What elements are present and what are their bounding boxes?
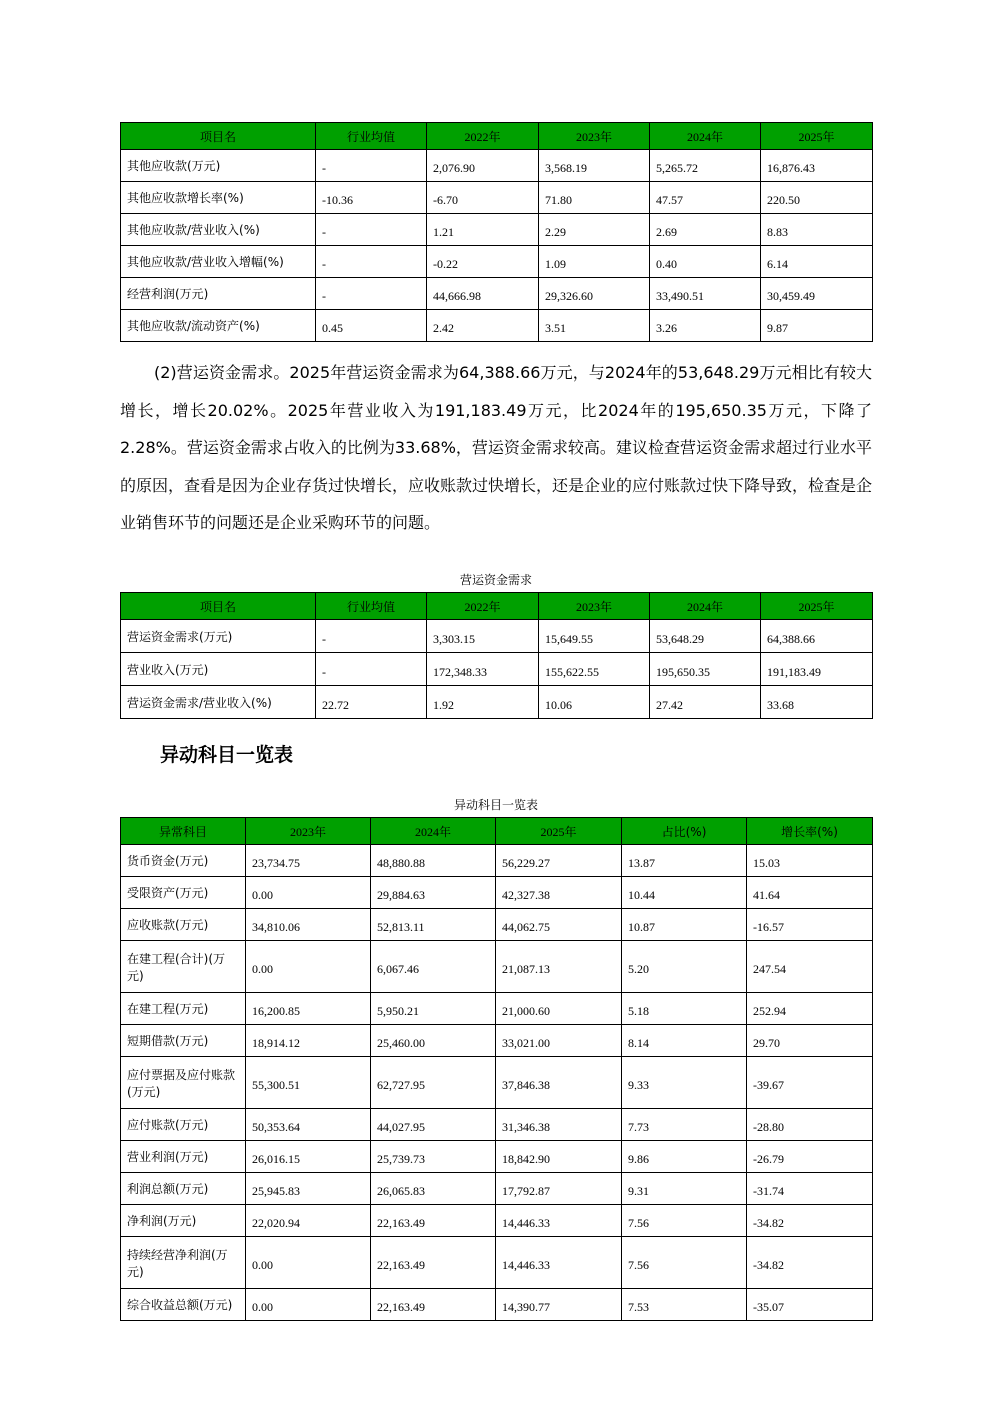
row-label: 营业利润(万元) bbox=[121, 1141, 246, 1173]
table-cell: 155,622.55 bbox=[539, 653, 650, 686]
table-cell: 195,650.35 bbox=[650, 653, 761, 686]
table-cell: 191,183.49 bbox=[761, 653, 873, 686]
table-header bbox=[121, 818, 873, 845]
table-cell: 17,792.87 bbox=[496, 1173, 622, 1205]
table-cell: 52,813.11 bbox=[371, 909, 496, 941]
table-cell: 37,846.38 bbox=[496, 1057, 622, 1109]
table-cell: - bbox=[316, 214, 427, 246]
header-cell: 2023年 bbox=[539, 593, 650, 620]
table-cell: 7.56 bbox=[622, 1205, 747, 1237]
header-cell: 项目名 bbox=[121, 123, 316, 150]
table-cell: 29,884.63 bbox=[371, 877, 496, 909]
table-cell: 26,016.15 bbox=[246, 1141, 371, 1173]
table-cell: 15,649.55 bbox=[539, 620, 650, 653]
header-cell: 2025年 bbox=[761, 123, 873, 150]
table-cell: -39.67 bbox=[747, 1057, 873, 1109]
abnormal-items-table bbox=[120, 817, 873, 1321]
table-cell: 53,648.29 bbox=[650, 620, 761, 653]
table-row bbox=[121, 1141, 873, 1173]
table-cell: 29.70 bbox=[747, 1025, 873, 1057]
header-cell: 增长率(%) bbox=[747, 818, 873, 845]
table-cell: 22,163.49 bbox=[371, 1237, 496, 1289]
row-label: 受限资产(万元) bbox=[121, 877, 246, 909]
table-cell: 2.69 bbox=[650, 214, 761, 246]
table-cell: 0.00 bbox=[246, 941, 371, 993]
row-label: 应收账款(万元) bbox=[121, 909, 246, 941]
table-cell: 25,945.83 bbox=[246, 1173, 371, 1205]
table-cell: 9.33 bbox=[622, 1057, 747, 1109]
table-cell: 23,734.75 bbox=[246, 845, 371, 877]
header-cell: 行业均值 bbox=[316, 593, 427, 620]
table-cell: -35.07 bbox=[747, 1289, 873, 1321]
header-cell: 异常科目 bbox=[121, 818, 246, 845]
table-cell: 22,020.94 bbox=[246, 1205, 371, 1237]
row-label: 其他应收款/营业收入(%) bbox=[121, 214, 316, 246]
table-row bbox=[121, 909, 873, 941]
table-cell: 15.03 bbox=[747, 845, 873, 877]
header-cell: 项目名 bbox=[121, 593, 316, 620]
table-cell: 22,163.49 bbox=[371, 1289, 496, 1321]
table-header bbox=[121, 593, 873, 620]
row-label: 综合收益总额(万元) bbox=[121, 1289, 246, 1321]
header-cell: 2025年 bbox=[496, 818, 622, 845]
table-cell: 18,914.12 bbox=[246, 1025, 371, 1057]
row-label: 短期借款(万元) bbox=[121, 1025, 246, 1057]
table-cell: -31.74 bbox=[747, 1173, 873, 1205]
header-cell: 2022年 bbox=[427, 123, 539, 150]
table-cell: 0.40 bbox=[650, 246, 761, 278]
table-cell: 2.29 bbox=[539, 214, 650, 246]
table-cell: 5.20 bbox=[622, 941, 747, 993]
table-cell: 252.94 bbox=[747, 993, 873, 1025]
table-cell: 26,065.83 bbox=[371, 1173, 496, 1205]
table-cell: 247.54 bbox=[747, 941, 873, 993]
header-cell: 2025年 bbox=[761, 593, 873, 620]
table-cell: 62,727.95 bbox=[371, 1057, 496, 1109]
row-label: 其他应收款/营业收入增幅(%) bbox=[121, 246, 316, 278]
table-cell: 44,027.95 bbox=[371, 1109, 496, 1141]
table-cell: 44,666.98 bbox=[427, 278, 539, 310]
table-cell: -10.36 bbox=[316, 182, 427, 214]
table-cell: 41.64 bbox=[747, 877, 873, 909]
row-label: 应付账款(万元) bbox=[121, 1109, 246, 1141]
table-cell: 7.53 bbox=[622, 1289, 747, 1321]
table-cell: 25,739.73 bbox=[371, 1141, 496, 1173]
table-row bbox=[121, 1289, 873, 1321]
table-cell: 33,490.51 bbox=[650, 278, 761, 310]
table-caption: 异动科目一览表 bbox=[453, 798, 538, 812]
table-caption: 营运资金需求 bbox=[459, 573, 532, 587]
table-cell: 5,265.72 bbox=[650, 150, 761, 182]
table-cell: 0.00 bbox=[246, 1237, 371, 1289]
table-cell: 10.44 bbox=[622, 877, 747, 909]
table-cell: 16,200.85 bbox=[246, 993, 371, 1025]
row-label: 营运资金需求(万元) bbox=[121, 620, 316, 653]
table-cell: 1.21 bbox=[427, 214, 539, 246]
working-capital-table bbox=[120, 592, 873, 719]
table-cell: 33.68 bbox=[761, 686, 873, 719]
table-cell: 13.87 bbox=[622, 845, 747, 877]
table-cell: 7.73 bbox=[622, 1109, 747, 1141]
table-cell: - bbox=[316, 246, 427, 278]
table-cell: 0.00 bbox=[246, 877, 371, 909]
row-label: 其他应收款/流动资产(%) bbox=[121, 310, 316, 342]
table-cell: 0.00 bbox=[246, 1289, 371, 1321]
table-row bbox=[121, 182, 873, 214]
section-heading: 异动科目一览表 bbox=[160, 744, 294, 766]
row-label: 持续经营净利润(万元) bbox=[121, 1237, 246, 1289]
table-cell: - bbox=[316, 150, 427, 182]
table-cell: 64,388.66 bbox=[761, 620, 873, 653]
table-row bbox=[121, 653, 873, 686]
table-cell: 3.51 bbox=[539, 310, 650, 342]
header-cell: 2023年 bbox=[246, 818, 371, 845]
header-cell: 2024年 bbox=[371, 818, 496, 845]
header-cell: 2024年 bbox=[650, 593, 761, 620]
table-cell: 18,842.90 bbox=[496, 1141, 622, 1173]
other-receivables-table bbox=[120, 122, 873, 342]
table-cell: 48,880.88 bbox=[371, 845, 496, 877]
table-cell: 14,390.77 bbox=[496, 1289, 622, 1321]
table-cell: 29,326.60 bbox=[539, 278, 650, 310]
table-cell: 30,459.49 bbox=[761, 278, 873, 310]
table-cell: - bbox=[316, 653, 427, 686]
table-cell: 14,446.33 bbox=[496, 1205, 622, 1237]
table-row bbox=[121, 278, 873, 310]
table-row bbox=[121, 1173, 873, 1205]
table-cell: 0.45 bbox=[316, 310, 427, 342]
table-cell: 220.50 bbox=[761, 182, 873, 214]
row-label: 营运资金需求/营业收入(%) bbox=[121, 686, 316, 719]
table-cell: 9.87 bbox=[761, 310, 873, 342]
table-cell: 8.14 bbox=[622, 1025, 747, 1057]
table-cell: - bbox=[316, 278, 427, 310]
table-row bbox=[121, 246, 873, 278]
table-row bbox=[121, 1237, 873, 1289]
table-row bbox=[121, 1205, 873, 1237]
table-cell: 34,810.06 bbox=[246, 909, 371, 941]
table-cell: 56,229.27 bbox=[496, 845, 622, 877]
table-cell: 21,000.60 bbox=[496, 993, 622, 1025]
row-label: 在建工程(万元) bbox=[121, 993, 246, 1025]
table-cell: 8.83 bbox=[761, 214, 873, 246]
row-label: 经营利润(万元) bbox=[121, 278, 316, 310]
table-row bbox=[121, 310, 873, 342]
table-header bbox=[121, 123, 873, 150]
header-cell: 2023年 bbox=[539, 123, 650, 150]
row-label: 净利润(万元) bbox=[121, 1205, 246, 1237]
table-cell: 5.18 bbox=[622, 993, 747, 1025]
table-cell: 22.72 bbox=[316, 686, 427, 719]
table-row bbox=[121, 686, 873, 719]
table-cell: 2.42 bbox=[427, 310, 539, 342]
table-cell: 42,327.38 bbox=[496, 877, 622, 909]
table-cell: 31,346.38 bbox=[496, 1109, 622, 1141]
table-cell: 21,087.13 bbox=[496, 941, 622, 993]
header-cell: 2022年 bbox=[427, 593, 539, 620]
table-cell: 44,062.75 bbox=[496, 909, 622, 941]
table-cell: 9.86 bbox=[622, 1141, 747, 1173]
table-cell: 1.09 bbox=[539, 246, 650, 278]
table-cell: 1.92 bbox=[427, 686, 539, 719]
table-cell: 27.42 bbox=[650, 686, 761, 719]
table-cell: -34.82 bbox=[747, 1237, 873, 1289]
table-cell: 14,446.33 bbox=[496, 1237, 622, 1289]
table-cell: 9.31 bbox=[622, 1173, 747, 1205]
table-cell: 7.56 bbox=[622, 1237, 747, 1289]
row-label: 利润总额(万元) bbox=[121, 1173, 246, 1205]
table-row bbox=[121, 941, 873, 993]
table-row bbox=[121, 620, 873, 653]
table-row bbox=[121, 214, 873, 246]
table-cell: 10.06 bbox=[539, 686, 650, 719]
row-label: 营业收入(万元) bbox=[121, 653, 316, 686]
table-row bbox=[121, 1057, 873, 1109]
table-cell: 47.57 bbox=[650, 182, 761, 214]
table-row bbox=[121, 877, 873, 909]
table-row bbox=[121, 1109, 873, 1141]
table-cell: 172,348.33 bbox=[427, 653, 539, 686]
table-cell: 3,303.15 bbox=[427, 620, 539, 653]
table-row bbox=[121, 150, 873, 182]
table-cell: - bbox=[316, 620, 427, 653]
header-cell: 行业均值 bbox=[316, 123, 427, 150]
table-row bbox=[121, 993, 873, 1025]
table-cell: -6.70 bbox=[427, 182, 539, 214]
row-label: 货币资金(万元) bbox=[121, 845, 246, 877]
table-cell: 10.87 bbox=[622, 909, 747, 941]
row-label: 应付票据及应付账款(万元) bbox=[121, 1057, 246, 1109]
table-cell: 22,163.49 bbox=[371, 1205, 496, 1237]
table-cell: 71.80 bbox=[539, 182, 650, 214]
table-cell: 50,353.64 bbox=[246, 1109, 371, 1141]
table-cell: -0.22 bbox=[427, 246, 539, 278]
table-row bbox=[121, 1025, 873, 1057]
row-label: 其他应收款增长率(%) bbox=[121, 182, 316, 214]
row-label: 在建工程(合计)(万元) bbox=[121, 941, 246, 993]
table-cell: -34.82 bbox=[747, 1205, 873, 1237]
table-cell: 33,021.00 bbox=[496, 1025, 622, 1057]
table-cell: 5,950.21 bbox=[371, 993, 496, 1025]
table-cell: -16.57 bbox=[747, 909, 873, 941]
row-label: 其他应收款(万元) bbox=[121, 150, 316, 182]
table-row bbox=[121, 845, 873, 877]
header-cell: 占比(%) bbox=[622, 818, 747, 845]
header-cell: 2024年 bbox=[650, 123, 761, 150]
table-cell: 6,067.46 bbox=[371, 941, 496, 993]
table-cell: -26.79 bbox=[747, 1141, 873, 1173]
working-capital-paragraph: (2)营运资金需求。2025年营运资金需求为64,388.66万元，与2024年的53,648.29万元相比有较大增长，增长20.02%。2025年营业收入为191,183.49万元，比2024年的195,650.35万元，下降了2.28%。营运资金需求占收入的比例为33.68%，营运资金需求较高。建议检查营运资金需求超过行业水平的原因，查看是因为企业存货过快增长，应收账款过快增长，还是企业的应付账款过快下降导致，检查是企业销售环节的问题还是企业采购环节的问题。 bbox=[120, 363, 873, 532]
table-cell: 6.14 bbox=[761, 246, 873, 278]
table-cell: -28.80 bbox=[747, 1109, 873, 1141]
table-cell: 3.26 bbox=[650, 310, 761, 342]
table-cell: 2,076.90 bbox=[427, 150, 539, 182]
table-cell: 16,876.43 bbox=[761, 150, 873, 182]
table-cell: 55,300.51 bbox=[246, 1057, 371, 1109]
table-cell: 25,460.00 bbox=[371, 1025, 496, 1057]
table-cell: 3,568.19 bbox=[539, 150, 650, 182]
